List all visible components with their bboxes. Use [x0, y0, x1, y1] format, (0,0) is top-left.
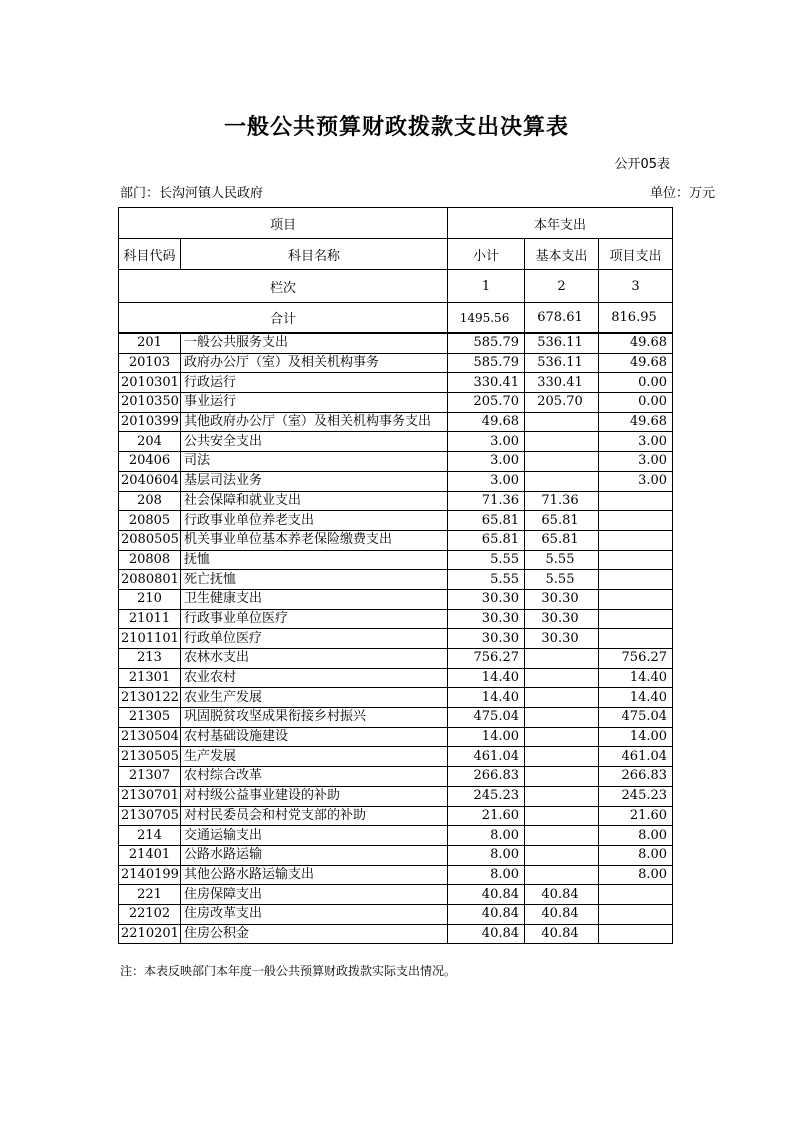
- table-row: [119, 629, 673, 649]
- header-basic: 基本支出: [525, 239, 599, 270]
- table-row: [119, 393, 673, 413]
- row-project: 3.00: [599, 432, 673, 452]
- table-row: [119, 570, 673, 590]
- row-subtotal: 8.00: [448, 826, 525, 846]
- row-project: [599, 885, 673, 905]
- row-project: 3.00: [599, 471, 673, 491]
- row-basic: 30.30: [525, 629, 599, 649]
- total-subtotal: 1495.56: [448, 303, 525, 334]
- column-number-2: 2: [525, 270, 599, 303]
- table-row: [119, 767, 673, 787]
- row-subtotal: 14.40: [448, 668, 525, 688]
- row-code: 21401: [119, 845, 181, 865]
- row-basic: 5.55: [525, 570, 599, 590]
- row-name: 事业运行: [181, 393, 448, 413]
- row-code: 20103: [119, 353, 181, 373]
- table-row: [119, 688, 673, 708]
- row-subtotal: 21.60: [448, 806, 525, 826]
- row-subtotal: 8.00: [448, 845, 525, 865]
- row-project: 245.23: [599, 786, 673, 806]
- row-project: [599, 491, 673, 511]
- table-row: [119, 924, 673, 944]
- row-code: 2130701: [119, 786, 181, 806]
- row-code: 210: [119, 589, 181, 609]
- row-project: [599, 589, 673, 609]
- row-subtotal: 461.04: [448, 747, 525, 767]
- row-code: 2130122: [119, 688, 181, 708]
- row-subtotal: 585.79: [448, 333, 525, 353]
- row-code: 2080801: [119, 570, 181, 590]
- row-name: 住房改革支出: [181, 904, 448, 924]
- row-code: 21305: [119, 708, 181, 728]
- row-name: 交通运输支出: [181, 826, 448, 846]
- row-basic: [525, 452, 599, 472]
- row-code: 2040604: [119, 471, 181, 491]
- page-title: 一般公共预算财政拨款支出决算表: [223, 115, 569, 140]
- row-project: 3.00: [599, 452, 673, 472]
- row-basic: 65.81: [525, 530, 599, 550]
- row-name: 社会保障和就业支出: [181, 491, 448, 511]
- row-basic: [525, 432, 599, 452]
- row-name: 司法: [181, 452, 448, 472]
- row-project: 8.00: [599, 826, 673, 846]
- row-code: 22102: [119, 904, 181, 924]
- table-row: [119, 786, 673, 806]
- header-code: 科目代码: [119, 239, 181, 270]
- column-number-1: 1: [448, 270, 525, 303]
- table-row: [119, 550, 673, 570]
- row-code: 2010399: [119, 412, 181, 432]
- row-subtotal: 3.00: [448, 452, 525, 472]
- row-project: 21.60: [599, 806, 673, 826]
- row-project: [599, 609, 673, 629]
- expenditure-table: [118, 207, 673, 944]
- row-name: 农村基础设施建设: [181, 727, 448, 747]
- row-code: 201: [119, 333, 181, 353]
- row-subtotal: 14.40: [448, 688, 525, 708]
- row-project: [599, 550, 673, 570]
- header-current-year: 本年支出: [448, 208, 673, 239]
- row-name: 住房保障支出: [181, 885, 448, 905]
- row-name: 行政事业单位养老支出: [181, 511, 448, 531]
- table-row: [119, 491, 673, 511]
- row-name: 农业生产发展: [181, 688, 448, 708]
- row-project: [599, 629, 673, 649]
- table-row: [119, 885, 673, 905]
- row-name: 其他公路水路运输支出: [181, 865, 448, 885]
- table-row: [119, 826, 673, 846]
- row-project: 49.68: [599, 333, 673, 353]
- row-code: 20808: [119, 550, 181, 570]
- table-row: [119, 373, 673, 393]
- row-basic: [525, 412, 599, 432]
- row-basic: 71.36: [525, 491, 599, 511]
- row-name: 巩固脱贫攻坚成果衔接乡村振兴: [181, 708, 448, 728]
- department-label: 部门：长沟河镇人民政府: [120, 186, 264, 201]
- row-name: 行政单位医疗: [181, 629, 448, 649]
- row-project: 8.00: [599, 845, 673, 865]
- row-project: 49.68: [599, 353, 673, 373]
- row-code: 21011: [119, 609, 181, 629]
- table-row: [119, 530, 673, 550]
- header-row-1: [119, 208, 673, 239]
- table-row: [119, 845, 673, 865]
- header-subtotal: 小计: [448, 239, 525, 270]
- row-project: 14.40: [599, 688, 673, 708]
- table-row: [119, 649, 673, 669]
- row-code: 20805: [119, 511, 181, 531]
- total-label: 合计: [119, 303, 448, 334]
- table-row: [119, 412, 673, 432]
- row-subtotal: 40.84: [448, 885, 525, 905]
- row-subtotal: 40.84: [448, 904, 525, 924]
- row-basic: 536.11: [525, 333, 599, 353]
- row-subtotal: 14.00: [448, 727, 525, 747]
- header-name: 科目名称: [181, 239, 448, 270]
- table-row: [119, 589, 673, 609]
- row-code: 2130505: [119, 747, 181, 767]
- row-name: 政府办公厅（室）及相关机构事务: [181, 353, 448, 373]
- total-row: [119, 303, 673, 334]
- row-name: 对村级公益事业建设的补助: [181, 786, 448, 806]
- row-basic: [525, 727, 599, 747]
- column-number-row: [119, 270, 673, 303]
- row-code: 21301: [119, 668, 181, 688]
- row-basic: 5.55: [525, 550, 599, 570]
- row-project: [599, 570, 673, 590]
- row-basic: [525, 767, 599, 787]
- row-subtotal: 245.23: [448, 786, 525, 806]
- row-name: 行政运行: [181, 373, 448, 393]
- row-basic: 40.84: [525, 904, 599, 924]
- table-row: [119, 353, 673, 373]
- row-basic: [525, 668, 599, 688]
- row-basic: 65.81: [525, 511, 599, 531]
- row-name: 生产发展: [181, 747, 448, 767]
- row-project: 0.00: [599, 373, 673, 393]
- row-basic: [525, 708, 599, 728]
- row-name: 其他政府办公厅（室）及相关机构事务支出: [181, 412, 448, 432]
- row-subtotal: 30.30: [448, 589, 525, 609]
- row-name: 行政事业单位医疗: [181, 609, 448, 629]
- table-row: [119, 452, 673, 472]
- row-name: 一般公共服务支出: [181, 333, 448, 353]
- row-subtotal: 3.00: [448, 432, 525, 452]
- row-name: 抚恤: [181, 550, 448, 570]
- table-row: [119, 333, 673, 353]
- column-row-label: 栏次: [119, 270, 448, 303]
- row-code: 21307: [119, 767, 181, 787]
- row-subtotal: 205.70: [448, 393, 525, 413]
- row-basic: [525, 649, 599, 669]
- row-basic: [525, 471, 599, 491]
- row-basic: [525, 845, 599, 865]
- row-project: 8.00: [599, 865, 673, 885]
- row-name: 住房公积金: [181, 924, 448, 944]
- table-row: [119, 708, 673, 728]
- table-row: [119, 668, 673, 688]
- row-subtotal: 585.79: [448, 353, 525, 373]
- table-row: [119, 865, 673, 885]
- row-project: 475.04: [599, 708, 673, 728]
- row-subtotal: 475.04: [448, 708, 525, 728]
- row-basic: 205.70: [525, 393, 599, 413]
- form-code: 公开05表: [614, 157, 670, 172]
- row-project: [599, 904, 673, 924]
- row-basic: 30.30: [525, 609, 599, 629]
- row-code: 2010350: [119, 393, 181, 413]
- row-name: 对村民委员会和村党支部的补助: [181, 806, 448, 826]
- row-subtotal: 40.84: [448, 924, 525, 944]
- row-project: 266.83: [599, 767, 673, 787]
- row-code: 2080505: [119, 530, 181, 550]
- row-subtotal: 756.27: [448, 649, 525, 669]
- row-subtotal: 30.30: [448, 629, 525, 649]
- row-project: 49.68: [599, 412, 673, 432]
- header-item: 项目: [119, 208, 448, 239]
- row-name: 机关事业单位基本养老保险缴费支出: [181, 530, 448, 550]
- table-row: [119, 727, 673, 747]
- row-name: 基层司法业务: [181, 471, 448, 491]
- row-name: 公共安全支出: [181, 432, 448, 452]
- row-subtotal: 8.00: [448, 865, 525, 885]
- row-basic: 536.11: [525, 353, 599, 373]
- row-project: [599, 530, 673, 550]
- row-code: 221: [119, 885, 181, 905]
- row-code: 213: [119, 649, 181, 669]
- row-subtotal: 65.81: [448, 511, 525, 531]
- row-project: [599, 511, 673, 531]
- row-basic: [525, 865, 599, 885]
- row-code: 204: [119, 432, 181, 452]
- footnote: 注：本表反映部门本年度一般公共预算财政拨款实际支出情况。: [120, 964, 457, 978]
- table-row: [119, 747, 673, 767]
- row-basic: [525, 786, 599, 806]
- row-project: 0.00: [599, 393, 673, 413]
- row-code: 2130705: [119, 806, 181, 826]
- row-name: 农村综合改革: [181, 767, 448, 787]
- unit-label: 单位：万元: [650, 186, 716, 201]
- row-basic: [525, 688, 599, 708]
- table-row: [119, 511, 673, 531]
- row-name: 死亡抚恤: [181, 570, 448, 590]
- column-number-3: 3: [599, 270, 673, 303]
- row-name: 卫生健康支出: [181, 589, 448, 609]
- row-project: [599, 924, 673, 944]
- row-basic: 330.41: [525, 373, 599, 393]
- table-row: [119, 806, 673, 826]
- row-subtotal: 5.55: [448, 570, 525, 590]
- table-row: [119, 609, 673, 629]
- row-basic: 40.84: [525, 885, 599, 905]
- row-code: 214: [119, 826, 181, 846]
- table-row: [119, 904, 673, 924]
- row-subtotal: 266.83: [448, 767, 525, 787]
- row-project: 14.00: [599, 727, 673, 747]
- row-code: 2140199: [119, 865, 181, 885]
- row-project: 756.27: [599, 649, 673, 669]
- row-code: 2101101: [119, 629, 181, 649]
- row-project: 14.40: [599, 668, 673, 688]
- row-code: 20406: [119, 452, 181, 472]
- row-code: 208: [119, 491, 181, 511]
- row-subtotal: 65.81: [448, 530, 525, 550]
- row-subtotal: 3.00: [448, 471, 525, 491]
- table-row: [119, 471, 673, 491]
- row-subtotal: 5.55: [448, 550, 525, 570]
- row-subtotal: 49.68: [448, 412, 525, 432]
- row-subtotal: 30.30: [448, 609, 525, 629]
- row-basic: 40.84: [525, 924, 599, 944]
- row-basic: 30.30: [525, 589, 599, 609]
- total-basic: 678.61: [525, 303, 599, 334]
- row-project: 461.04: [599, 747, 673, 767]
- row-subtotal: 71.36: [448, 491, 525, 511]
- row-basic: [525, 826, 599, 846]
- row-name: 公路水路运输: [181, 845, 448, 865]
- row-name: 农林水支出: [181, 649, 448, 669]
- table-row: [119, 432, 673, 452]
- header-project: 项目支出: [599, 239, 673, 270]
- row-basic: [525, 806, 599, 826]
- row-code: 2210201: [119, 924, 181, 944]
- row-code: 2130504: [119, 727, 181, 747]
- row-subtotal: 330.41: [448, 373, 525, 393]
- total-project: 816.95: [599, 303, 673, 334]
- header-row-2: [119, 239, 673, 270]
- row-code: 2010301: [119, 373, 181, 393]
- row-name: 农业农村: [181, 668, 448, 688]
- row-basic: [525, 747, 599, 767]
